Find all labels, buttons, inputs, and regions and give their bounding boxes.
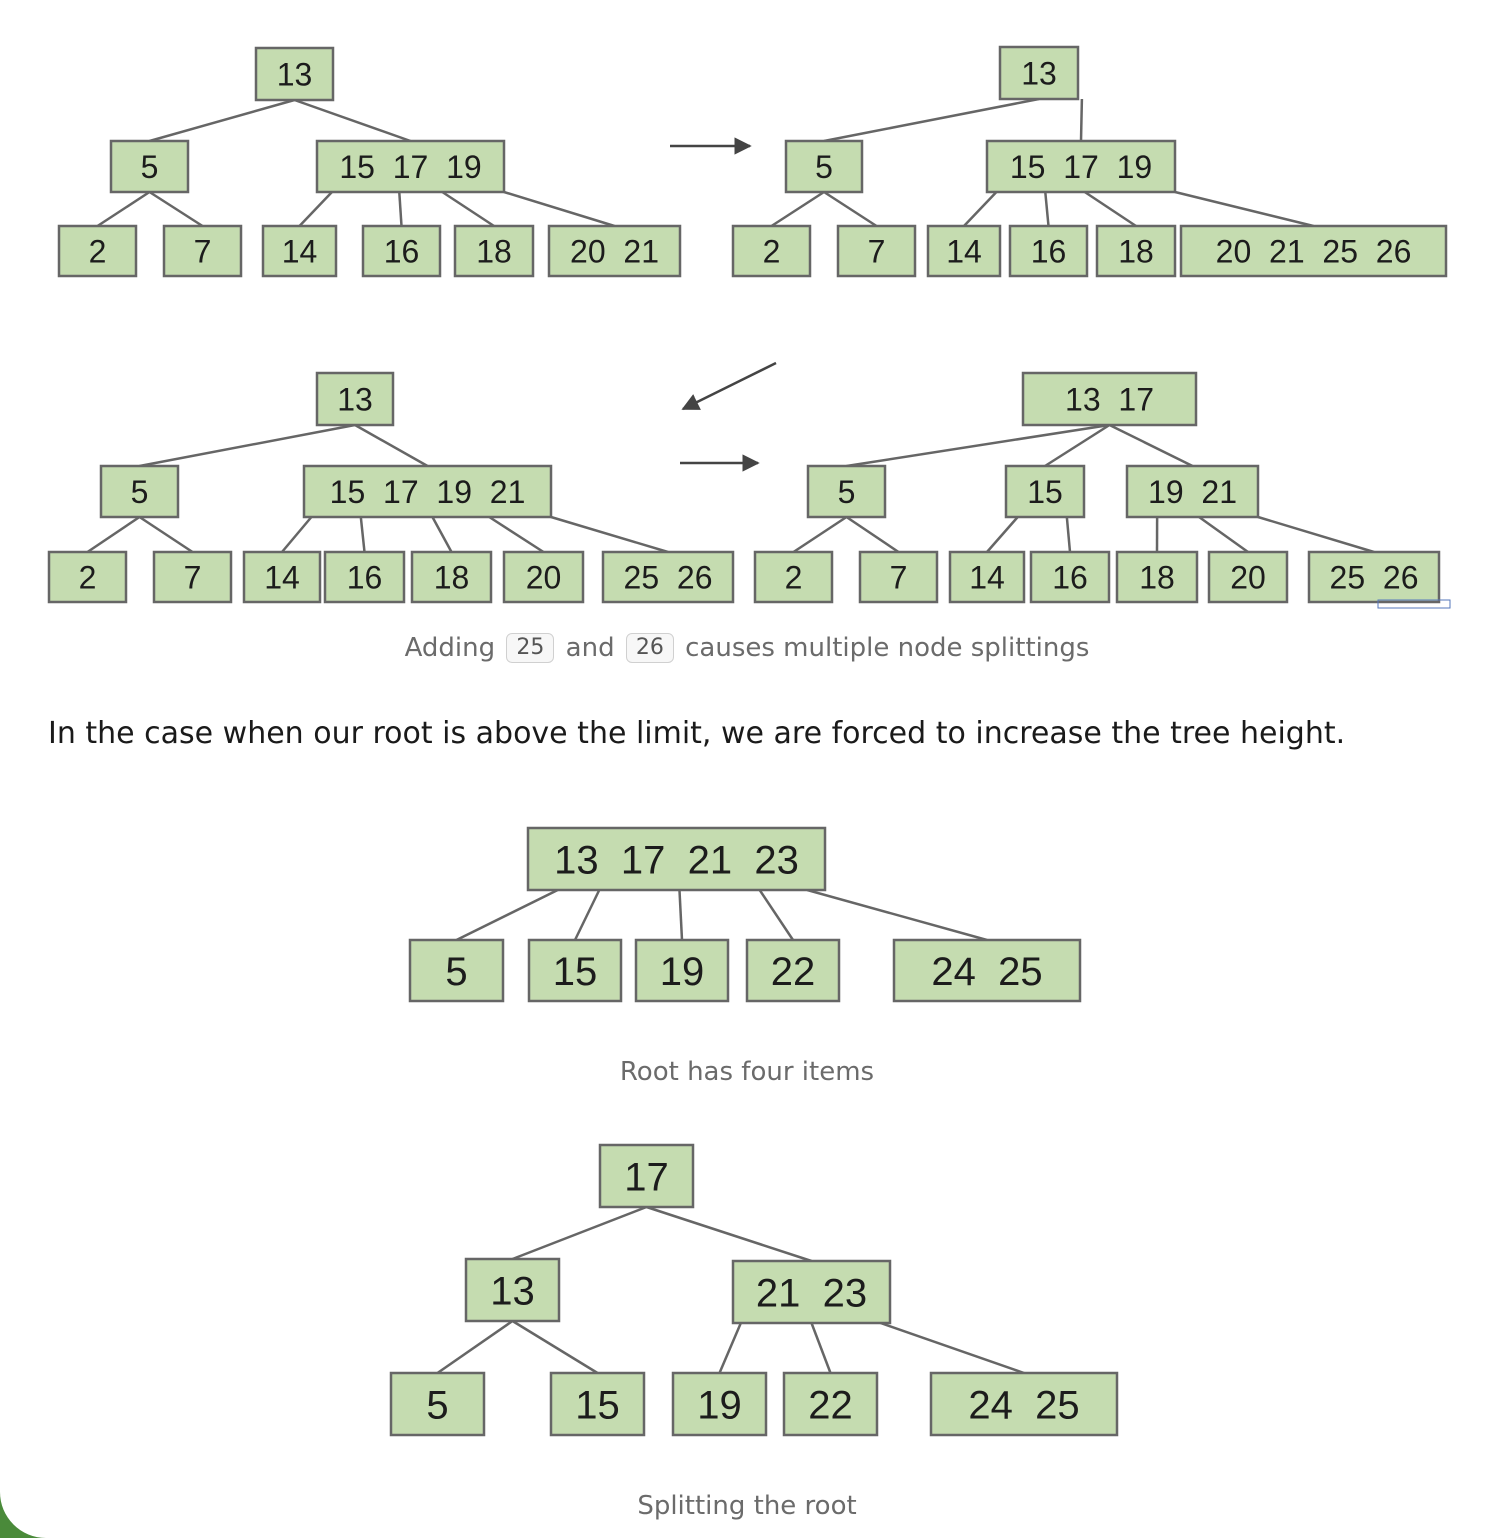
node-keys: 24 25 — [968, 1383, 1080, 1428]
tree-edge — [140, 517, 193, 552]
figure-node-splitting-diagram — [0, 0, 1494, 620]
tree-edge — [282, 517, 311, 552]
tree-leaf-node — [1031, 552, 1109, 602]
caption-text-adding: Adding — [404, 633, 496, 663]
tree-node — [1127, 466, 1258, 517]
node-keys: 16 — [383, 233, 420, 270]
inline-code-26: 26 — [626, 633, 674, 663]
tree-leaf-node — [1209, 552, 1287, 602]
tree-edge — [812, 1323, 831, 1373]
tree-node — [528, 828, 825, 890]
tree-leaf-node — [1117, 552, 1197, 602]
node-keys: 7 — [193, 233, 212, 270]
tree-leaf-node — [928, 226, 1000, 276]
tree-leaf-node — [412, 552, 491, 602]
tree-edge — [513, 1207, 647, 1259]
node-keys: 18 — [1139, 559, 1175, 596]
node-keys: 18 — [433, 559, 470, 596]
node-keys: 16 — [1052, 559, 1088, 596]
tree-edge — [1110, 425, 1193, 466]
node-keys: 13 — [1021, 55, 1057, 92]
tree-leaf-node — [1010, 226, 1087, 276]
node-keys: 14 — [969, 559, 1005, 596]
tree-leaf-node — [59, 226, 136, 276]
tree-edge — [881, 1323, 1024, 1373]
arrow-down-left-icon — [683, 363, 776, 409]
inline-code-25: 25 — [506, 633, 554, 663]
tree-leaf-node — [860, 552, 937, 602]
tree-node — [600, 1145, 693, 1207]
tree-leaf-node — [529, 940, 621, 1001]
tree-edge — [987, 517, 1018, 552]
tree-edge — [442, 192, 494, 226]
tree-edge — [847, 425, 1110, 466]
tree-node — [1000, 47, 1078, 99]
caption-text-and: and — [565, 633, 615, 663]
node-keys: 24 25 — [931, 949, 1043, 994]
tree-node — [987, 141, 1175, 192]
tree-leaf-node — [244, 552, 320, 602]
tree-leaf-node — [1181, 226, 1446, 276]
tree-node — [304, 466, 551, 517]
tree-leaf-node — [603, 552, 733, 602]
node-keys: 15 17 19 — [1009, 149, 1153, 186]
node-keys: 14 — [946, 233, 982, 270]
tree-leaf-node — [755, 552, 832, 602]
tree-leaf-node — [838, 226, 915, 276]
tree-leaf-node — [164, 226, 241, 276]
node-keys: 17 — [624, 1155, 669, 1200]
tree-leaf-node — [154, 552, 231, 602]
node-keys: 20 — [1230, 559, 1266, 596]
node-keys: 5 — [140, 149, 159, 186]
node-keys: 15 — [552, 949, 598, 994]
tree-node — [808, 466, 885, 517]
tree-node — [256, 48, 333, 100]
tree-edge — [150, 100, 295, 141]
node-keys: 22 — [770, 949, 816, 994]
tree-edge — [847, 517, 899, 552]
node-keys: 20 21 — [570, 233, 659, 270]
tree-edge — [457, 890, 558, 940]
tree-leaf-node — [894, 940, 1080, 1001]
tree-edge — [150, 192, 203, 226]
node-keys: 13 17 — [1065, 381, 1154, 418]
tree-leaf-node — [931, 1373, 1117, 1435]
node-keys: 13 — [276, 56, 313, 93]
tree-edge — [438, 1321, 513, 1373]
tree-node — [111, 141, 188, 192]
tree-leaf-node — [410, 940, 503, 1001]
node-keys: 18 — [476, 233, 512, 270]
tree-leaf-node — [49, 552, 126, 602]
tree-leaf-node — [950, 552, 1024, 602]
tree-leaf-node — [784, 1373, 877, 1435]
tree-edge — [361, 517, 365, 552]
tree-edge — [1199, 517, 1248, 552]
tree-edge — [140, 425, 356, 466]
tree-node — [1023, 373, 1196, 425]
node-keys: 25 26 — [1329, 559, 1419, 596]
node-keys: 15 17 19 — [339, 149, 482, 186]
tree-edge — [295, 100, 411, 141]
tree-edge — [513, 1321, 598, 1373]
tree-edge — [1258, 517, 1374, 552]
tree-leaf-node — [363, 226, 440, 276]
tree-edge — [98, 192, 150, 226]
figure-2-caption: Root has four items — [619, 1057, 875, 1087]
tree-edge — [1175, 192, 1314, 226]
node-keys: 15 17 19 21 — [329, 474, 526, 511]
node-keys: 2 — [762, 233, 781, 270]
tree-node — [786, 141, 862, 192]
tree-edge — [88, 517, 140, 552]
figure-1-caption — [0, 631, 1494, 665]
figure-3-caption: Splitting the root — [637, 1491, 857, 1521]
tree-edge — [760, 890, 793, 940]
node-keys: 14 — [264, 559, 300, 596]
figure-root-four-items-diagram — [0, 800, 1494, 1060]
tree-edge — [824, 99, 1039, 141]
tree-leaf-node — [391, 1373, 484, 1435]
tree-leaf-node — [733, 226, 810, 276]
tree-leaf-node — [455, 226, 533, 276]
tree-edge — [399, 192, 401, 226]
node-keys: 5 — [426, 1383, 449, 1428]
tree-edge — [679, 890, 682, 940]
tree-edge — [794, 517, 847, 552]
node-keys: 2 — [78, 559, 97, 596]
paragraph-root-limit: In the case when our root is above the limit, we are forced to increase the tree height. — [48, 716, 1346, 751]
tree-edge — [772, 192, 825, 226]
figure-split-root-diagram — [0, 1120, 1494, 1450]
tree-leaf-node — [1097, 226, 1175, 276]
tree-edge — [1081, 99, 1082, 141]
tree-edge — [432, 517, 451, 552]
tree-leaf-node — [1309, 552, 1439, 602]
node-keys: 7 — [889, 559, 908, 596]
node-keys: 19 — [697, 1383, 742, 1428]
node-keys: 5 — [815, 149, 833, 186]
tree-edge — [504, 192, 615, 226]
caption-text-rest: causes multiple node splittings — [685, 633, 1090, 663]
tree-edge — [720, 1323, 741, 1373]
tree-edge — [575, 890, 599, 940]
node-keys: 19 — [659, 949, 705, 994]
tree-node — [1006, 466, 1084, 517]
tree-edge — [1067, 517, 1070, 552]
node-keys: 22 — [808, 1383, 853, 1428]
node-keys: 13 — [337, 381, 373, 418]
tree-node — [317, 373, 393, 425]
node-keys: 15 — [1027, 474, 1063, 511]
tree-leaf-node — [551, 1373, 644, 1435]
node-keys: 7 — [183, 559, 202, 596]
tree-leaf-node — [747, 940, 839, 1001]
tree-edge — [489, 517, 543, 552]
node-keys: 13 17 21 23 — [554, 838, 799, 883]
tree-edge — [355, 425, 428, 466]
tree-node — [733, 1261, 890, 1323]
tree-edge — [964, 192, 996, 226]
node-keys: 16 — [346, 559, 383, 596]
node-keys: 20 — [525, 559, 562, 596]
node-keys: 5 — [837, 474, 856, 511]
tree-leaf-node — [636, 940, 728, 1001]
node-keys: 15 — [575, 1383, 620, 1428]
node-keys: 5 — [130, 474, 149, 511]
node-keys: 16 — [1030, 233, 1067, 270]
tree-node — [466, 1259, 559, 1321]
tree-edge — [1085, 192, 1136, 226]
node-keys: 7 — [867, 233, 886, 270]
node-keys: 14 — [281, 233, 318, 270]
tree-leaf-node — [549, 226, 680, 276]
tree-edge — [807, 890, 987, 940]
tree-edge — [300, 192, 332, 226]
node-keys: 2 — [88, 233, 107, 270]
tree-node — [101, 466, 178, 517]
node-keys: 18 — [1118, 233, 1154, 270]
node-keys: 21 23 — [755, 1271, 868, 1316]
node-keys: 5 — [445, 949, 468, 994]
node-keys: 2 — [784, 559, 803, 596]
tree-edge — [1045, 192, 1048, 226]
node-keys: 19 21 — [1148, 474, 1237, 511]
node-keys: 25 26 — [623, 559, 713, 596]
tree-leaf-node — [673, 1373, 766, 1435]
tree-node — [317, 141, 504, 192]
tree-leaf-node — [263, 226, 336, 276]
tree-edge — [647, 1207, 812, 1261]
tree-edge — [551, 517, 668, 552]
node-keys: 20 21 25 26 — [1215, 233, 1412, 270]
tree-leaf-node — [504, 552, 583, 602]
node-keys: 13 — [490, 1269, 535, 1314]
tree-edge — [824, 192, 877, 226]
tree-leaf-node — [325, 552, 404, 602]
